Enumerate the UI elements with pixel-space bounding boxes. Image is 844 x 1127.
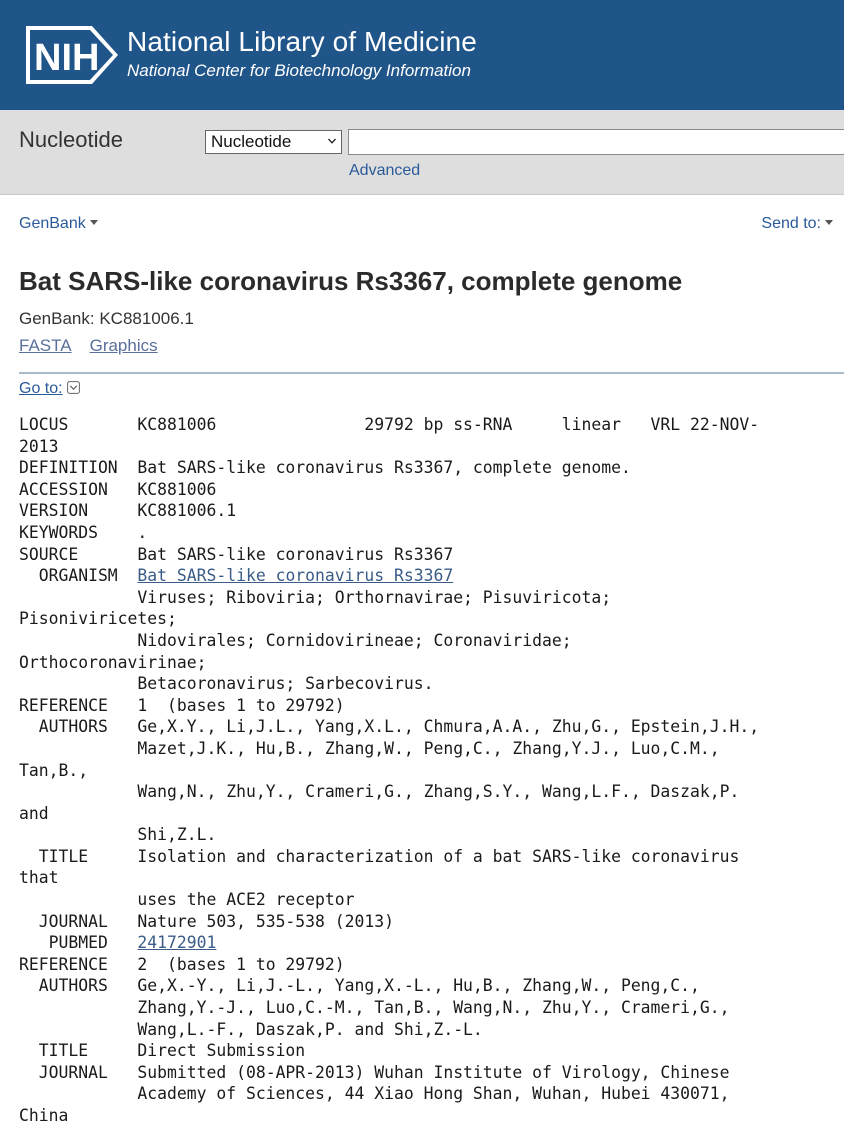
goto-label: Go to: [19, 380, 63, 397]
fasta-link[interactable]: FASTA [19, 336, 72, 355]
reference-line: Shi,Z.L. [19, 825, 217, 845]
database-select[interactable] [205, 130, 342, 154]
graphics-link[interactable]: Graphics [89, 336, 158, 355]
database-name[interactable]: Nucleotide [19, 127, 123, 152]
version-line: VERSION KC881006.1 [19, 501, 237, 521]
chevron-down-box-icon [67, 381, 80, 394]
accession-line: ACCESSION KC881006 [19, 479, 217, 499]
advanced-search-link[interactable]: Advanced [349, 162, 421, 179]
nih-logo-icon[interactable] [26, 26, 118, 84]
record-accession: GenBank: KC881006.1 [19, 309, 194, 328]
pubmed-link[interactable]: 24172901 [137, 933, 217, 953]
search-input[interactable] [348, 129, 844, 155]
center-subtitle: National Center for Biotechnology Information [127, 61, 471, 80]
goto-menu[interactable] [19, 380, 80, 398]
reference-line: Wang,N., Zhu,Y., Crameri,G., Zhang,S.Y., Wang,L.F., Daszak,P. [19, 782, 740, 802]
reference-line: JOURNAL Submitted (08-APR-2013) Wuhan Institute of Virology, Chinese [19, 1062, 730, 1082]
record-title: Bat SARS-like coronavirus Rs3367, complete genome [19, 266, 683, 296]
reference-line: AUTHORS Ge,X.-Y., Li,J.-L., Yang,X.-L., Hu,B., Zhang,W., Peng,C., [19, 976, 700, 996]
format-menu[interactable] [19, 215, 98, 233]
organism-link[interactable]: Bat SARS-like coronavirus Rs3367 [137, 566, 454, 586]
reference-line: Wang,L.-F., Daszak,P. and Shi,Z.-L. [19, 1019, 483, 1039]
source-line: SOURCE Bat SARS-like coronavirus Rs3367 [19, 544, 454, 564]
reference-line: Tan,B., [19, 760, 89, 780]
reference-line: China [19, 1106, 69, 1125]
caret-down-icon [825, 220, 833, 225]
taxonomy-line: Orthocoronavirinae; [19, 652, 207, 672]
nih-logo-text: NIH [34, 37, 100, 79]
locus-line: LOCUS KC881006 29792 bp ss-RNA linear VRL 22-NOV- [19, 415, 760, 434]
divider [19, 372, 844, 374]
nih-header [0, 0, 844, 110]
reference-line: REFERENCE 2 (bases 1 to 29792) [19, 954, 345, 974]
taxonomy-line: Nidovirales; Cornidovirineae; Coronaviridae; [19, 630, 572, 650]
reference-line: and [19, 803, 49, 823]
library-title[interactable]: National Library of Medicine [127, 26, 477, 57]
locus-line-wrap: 2013 [19, 436, 59, 456]
keywords-line: KEYWORDS . [19, 522, 148, 542]
format-menu-label: GenBank [19, 215, 86, 232]
taxonomy-line: Viruses; Riboviria; Orthornavirae; Pisuviricota; [19, 587, 612, 607]
reference-line: TITLE Direct Submission [19, 1041, 306, 1061]
reference-line: uses the ACE2 receptor [19, 890, 355, 910]
reference-line: Zhang,Y.-J., Luo,C.-M., Tan,B., Wang,N., Zhu,Y., Crameri,G., [19, 998, 730, 1018]
organism-label: ORGANISM [19, 566, 138, 586]
reference-line: that [19, 868, 59, 888]
reference-line: REFERENCE 1 (bases 1 to 29792) [19, 695, 345, 715]
caret-down-icon [90, 220, 98, 225]
search-bar [0, 110, 844, 195]
reference-line: Mazet,J.K., Hu,B., Zhang,W., Peng,C., Zhang,Y.J., Luo,C.M., [19, 738, 720, 758]
definition-line: DEFINITION Bat SARS-like coronavirus Rs3367, complete genome. [19, 458, 631, 478]
reference-line: Academy of Sciences, 44 Xiao Hong Shan, Wuhan, Hubei 430071, [19, 1084, 730, 1104]
genbank-flatfile [19, 414, 841, 1127]
database-select-value: Nucleotide [211, 132, 292, 151]
send-to-label: Send to: [761, 215, 821, 232]
pubmed-label: PUBMED [19, 933, 138, 953]
taxonomy-line: Pisoniviricetes; [19, 609, 177, 629]
taxonomy-line: Betacoronavirus; Sarbecovirus. [19, 674, 434, 694]
chevron-down-icon [328, 137, 336, 145]
format-links [19, 336, 176, 356]
reference-line: TITLE Isolation and characterization of a bat SARS-like coronavirus [19, 846, 740, 866]
send-to-menu[interactable] [761, 215, 833, 233]
reference-line: JOURNAL Nature 503, 535-538 (2013) [19, 911, 394, 931]
reference-line: AUTHORS Ge,X.Y., Li,J.L., Yang,X.L., Chmura,A.A., Zhu,G., Epstein,J.H., [19, 717, 760, 737]
